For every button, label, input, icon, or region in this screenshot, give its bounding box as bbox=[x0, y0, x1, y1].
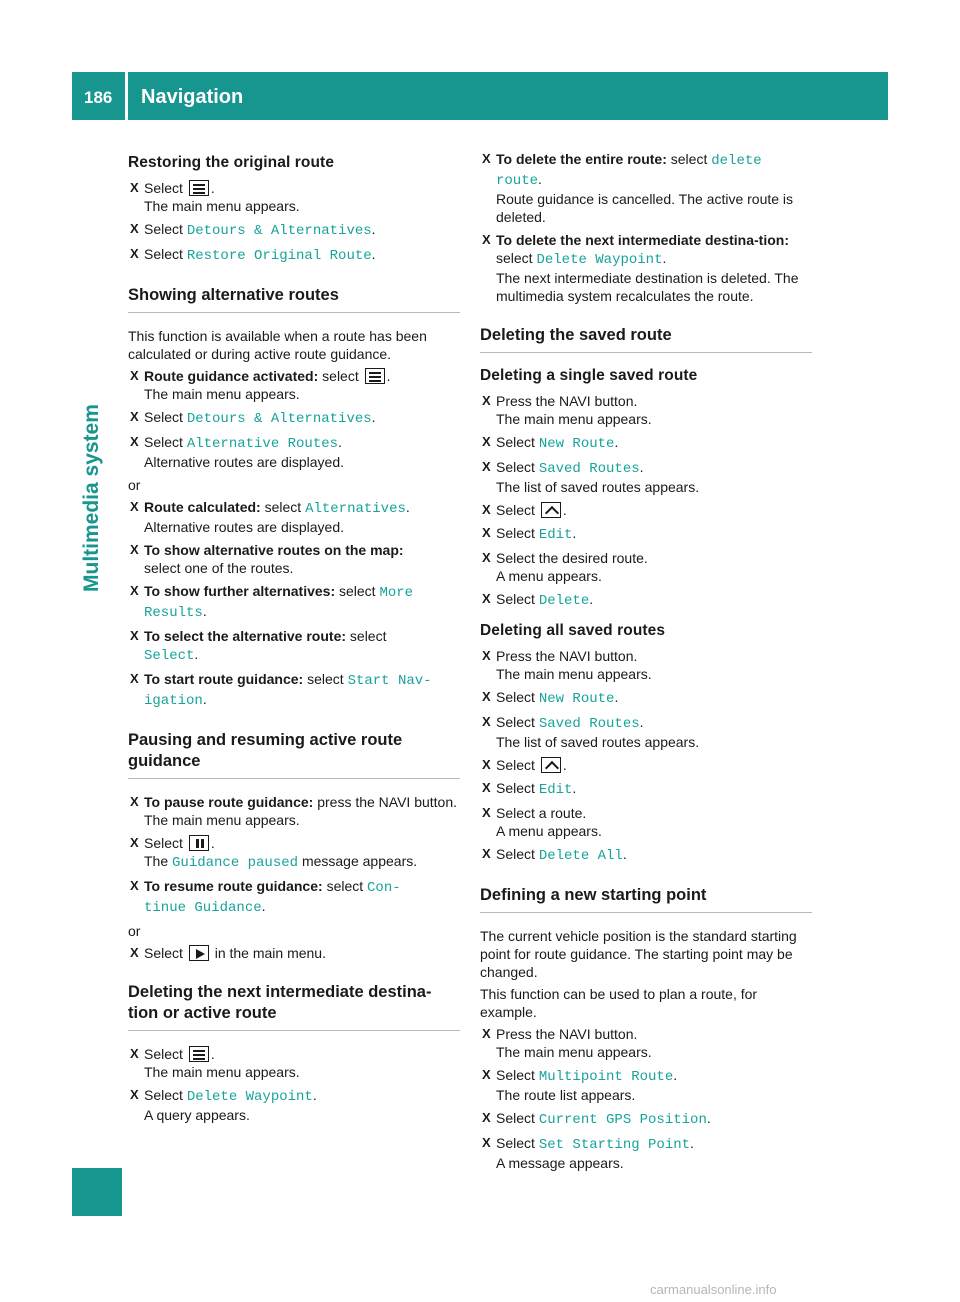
play-icon bbox=[189, 945, 209, 961]
list-item: X Select Delete Waypoint. A query appears. bbox=[130, 1087, 317, 1123]
list-item: X Route guidance activated: select . The main menu appears. bbox=[130, 368, 391, 402]
list-item: X Select Edit. bbox=[482, 525, 577, 543]
list-item: X To delete the next intermediate destina-tion: select Delete Waypoint. The next intermediate destination is deleted. The multimedia system recalculates the route. bbox=[482, 232, 799, 304]
paragraph: This function can be used to plan a route, for example. bbox=[480, 986, 758, 1020]
sidebar-label: Multimedia system bbox=[80, 404, 103, 592]
paragraph: This function is available when a route has been calculated or during active route guidance. bbox=[128, 328, 427, 362]
list-item: X Select . The main menu appears. bbox=[130, 180, 300, 214]
or-text: or bbox=[128, 923, 141, 939]
sidebar-block bbox=[72, 1168, 122, 1216]
chevron-up-icon bbox=[541, 502, 561, 518]
list-item: X Select New Route. bbox=[482, 434, 619, 452]
list-item: X Select . The Guidance paused message appears. bbox=[130, 835, 418, 871]
list-item: X Select . bbox=[482, 502, 567, 518]
list-item: X Select . The main menu appears. bbox=[130, 1046, 300, 1080]
list-item: X Select Detours & Alternatives. bbox=[130, 409, 376, 427]
paragraph: The current vehicle position is the standard starting point for route guidance. The starting point may be changed. bbox=[480, 928, 797, 980]
list-item: X Select Delete. bbox=[482, 591, 594, 609]
list-item: X Select Restore Original Route. bbox=[130, 246, 376, 264]
heading-pausing: Pausing and resuming active route guidance bbox=[128, 730, 460, 779]
header-divider bbox=[125, 72, 128, 120]
menu-icon bbox=[365, 368, 385, 384]
heading-delete-next: Deleting the next intermediate destina-tion or active route bbox=[128, 982, 460, 1031]
list-item: X To delete the entire route: select delete route. Route guidance is cancelled. The active route is deleted. bbox=[482, 151, 794, 225]
left-column bbox=[128, 150, 460, 1129]
list-item: X Route calculated: select Alternatives. Alternative routes are displayed. bbox=[130, 499, 410, 535]
list-item: X Select a route. A menu appears. bbox=[482, 805, 602, 839]
right-column bbox=[480, 150, 812, 1177]
pause-icon bbox=[189, 835, 209, 851]
section-title: Navigation bbox=[141, 86, 244, 108]
list-item: X To show further alternatives: select More Results. bbox=[130, 583, 414, 621]
heading-starting-point: Defining a new starting point bbox=[480, 885, 812, 913]
list-item: X Press the NAVI button. The main menu appears. bbox=[482, 648, 652, 682]
list-item: X Select Delete All. bbox=[482, 846, 627, 864]
list-item: X Select Current GPS Position. bbox=[482, 1110, 711, 1128]
list-item: X To show alternative routes on the map: select one of the routes. bbox=[130, 542, 404, 576]
list-item: X To resume route guidance: select Con‐ tinue Guidance. bbox=[130, 878, 401, 916]
menu-icon bbox=[189, 1046, 209, 1062]
list-item: X Select New Route. bbox=[482, 689, 619, 707]
heading-single-saved: Deleting a single saved route bbox=[480, 367, 698, 384]
list-item: X Select Alternative Routes. Alternative routes are displayed. bbox=[130, 434, 344, 470]
heading-delete-saved: Deleting the saved route bbox=[480, 325, 812, 353]
list-item: X Press the NAVI button. The main menu appears. bbox=[482, 1026, 652, 1060]
list-item: X Press the NAVI button. The main menu appears. bbox=[482, 393, 652, 427]
heading-all-saved: Deleting all saved routes bbox=[480, 622, 666, 639]
list-item: X Select Edit. bbox=[482, 780, 577, 798]
list-item: X Select the desired route. A menu appears. bbox=[482, 550, 648, 584]
list-item: X Select Multipoint Route. The route list appears. bbox=[482, 1067, 678, 1103]
list-item: X Select . bbox=[482, 757, 567, 773]
menu-icon bbox=[189, 180, 209, 196]
list-item: X To pause route guidance: press the NAVI button. The main menu appears. bbox=[130, 794, 458, 828]
list-item: X To start route guidance: select Start Nav‐ igation. bbox=[130, 671, 432, 709]
list-item: X Select Saved Routes. The list of saved routes appears. bbox=[482, 714, 700, 750]
list-item: X To select the alternative route: select Select. bbox=[130, 628, 387, 664]
page-number: 186 bbox=[84, 88, 113, 107]
list-item: X Select Detours & Alternatives. bbox=[130, 221, 376, 239]
chevron-up-icon bbox=[541, 757, 561, 773]
heading-alternative-routes: Showing alternative routes bbox=[128, 285, 460, 313]
list-item: X Select in the main menu. bbox=[130, 945, 326, 961]
heading-restore: Restoring the original route bbox=[128, 154, 335, 171]
list-item: X Select Saved Routes. The list of saved routes appears. bbox=[482, 459, 700, 495]
list-item: X Select Set Starting Point. A message appears. bbox=[482, 1135, 694, 1171]
watermark: carmanualsonline.info bbox=[650, 1282, 777, 1297]
or-text: or bbox=[128, 477, 141, 493]
